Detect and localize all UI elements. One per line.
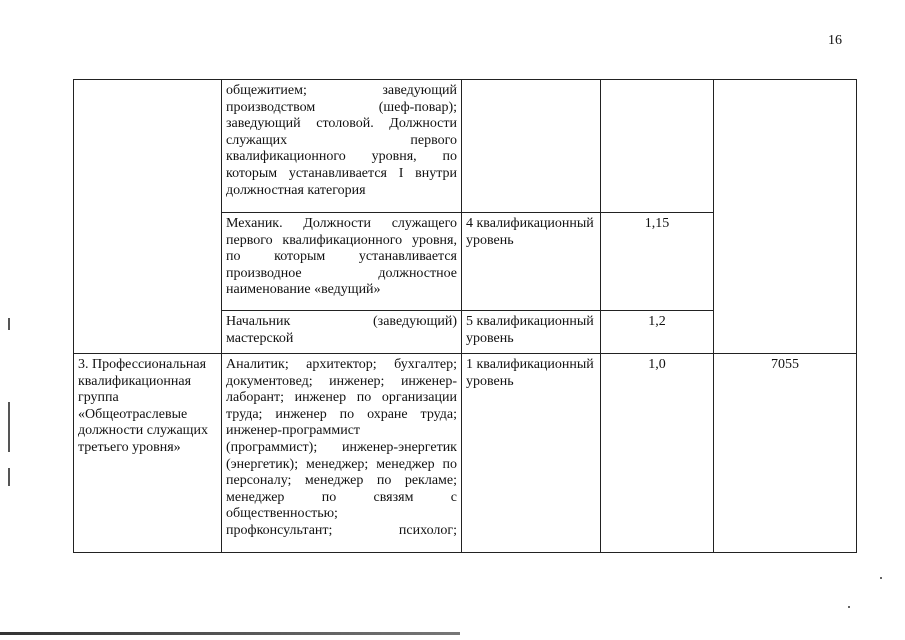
level-cell: 1 квалификационный уровень — [462, 354, 601, 553]
position-line: должностная категория — [226, 182, 366, 198]
position-line: которым устанавливается I внутри — [226, 165, 457, 181]
position-line: профконсультант; психолог; — [226, 522, 457, 538]
coefficient-cell — [601, 80, 714, 213]
position-cell — [222, 311, 462, 354]
position-line: наименование «ведущий» — [226, 282, 381, 298]
scan-speck — [880, 577, 882, 579]
scan-margin-mark — [8, 402, 10, 452]
position-line: по которым устанавливается — [226, 249, 457, 265]
position-line: квалификационного уровня, по — [226, 149, 457, 165]
scan-bottom-edge — [0, 632, 460, 635]
position-line: инженер-программист — [226, 423, 361, 439]
position-line: служащих первого — [226, 132, 457, 148]
coefficient-cell: 1,2 — [601, 311, 714, 354]
level-cell — [462, 80, 601, 213]
position-line: общественностью; — [226, 506, 338, 522]
table-row — [74, 354, 857, 553]
qualification-table — [73, 79, 857, 553]
table-row — [74, 80, 857, 213]
scan-margin-mark — [8, 468, 10, 486]
position-line: персоналу; менеджер по рекламе; — [226, 473, 457, 489]
position-line: Аналитик; архитектор; бухгалтер; — [226, 357, 457, 372]
position-cell — [222, 80, 462, 213]
position-line: производное должностное — [226, 265, 457, 281]
position-line: лаборант; инженер по организации — [226, 390, 457, 406]
position-cell — [222, 213, 462, 311]
position-line: общежитием; заведующий — [226, 83, 457, 98]
group-cell: 3. Профессиональная квалификационная группа «Общеотраслевые должности служащих третьего уровня» — [74, 354, 222, 553]
coefficient-cell: 1,15 — [601, 213, 714, 311]
position-line: Механик. Должности служащего — [226, 216, 457, 231]
level-cell: 4 квалификационный уровень — [462, 213, 601, 311]
position-line: (энергетик); менеджер; менеджер по — [226, 456, 457, 472]
position-line: мастерской — [226, 330, 294, 346]
position-line: документовед; инженер; инженер- — [226, 373, 457, 389]
position-line: заведующий столовой. Должности — [226, 116, 457, 132]
position-line: труда; инженер по охране труда; — [226, 406, 457, 422]
salary-cell: 7055 — [714, 354, 857, 553]
group-cell — [74, 80, 222, 354]
position-line: менеджер по связям с — [226, 489, 457, 505]
scan-speck — [848, 606, 850, 608]
position-line: Начальник (заведующий) — [226, 314, 457, 329]
position-line: производством (шеф-повар); — [226, 99, 457, 115]
salary-cell — [714, 80, 857, 354]
position-line: первого квалификационного уровня, — [226, 232, 457, 248]
position-cell — [222, 354, 462, 553]
scan-margin-mark — [8, 318, 10, 330]
level-cell: 5 квалификационный уровень — [462, 311, 601, 354]
position-line: (программист); инженер-энергетик — [226, 439, 457, 455]
coefficient-cell: 1,0 — [601, 354, 714, 553]
page-number: 16 — [828, 33, 842, 48]
